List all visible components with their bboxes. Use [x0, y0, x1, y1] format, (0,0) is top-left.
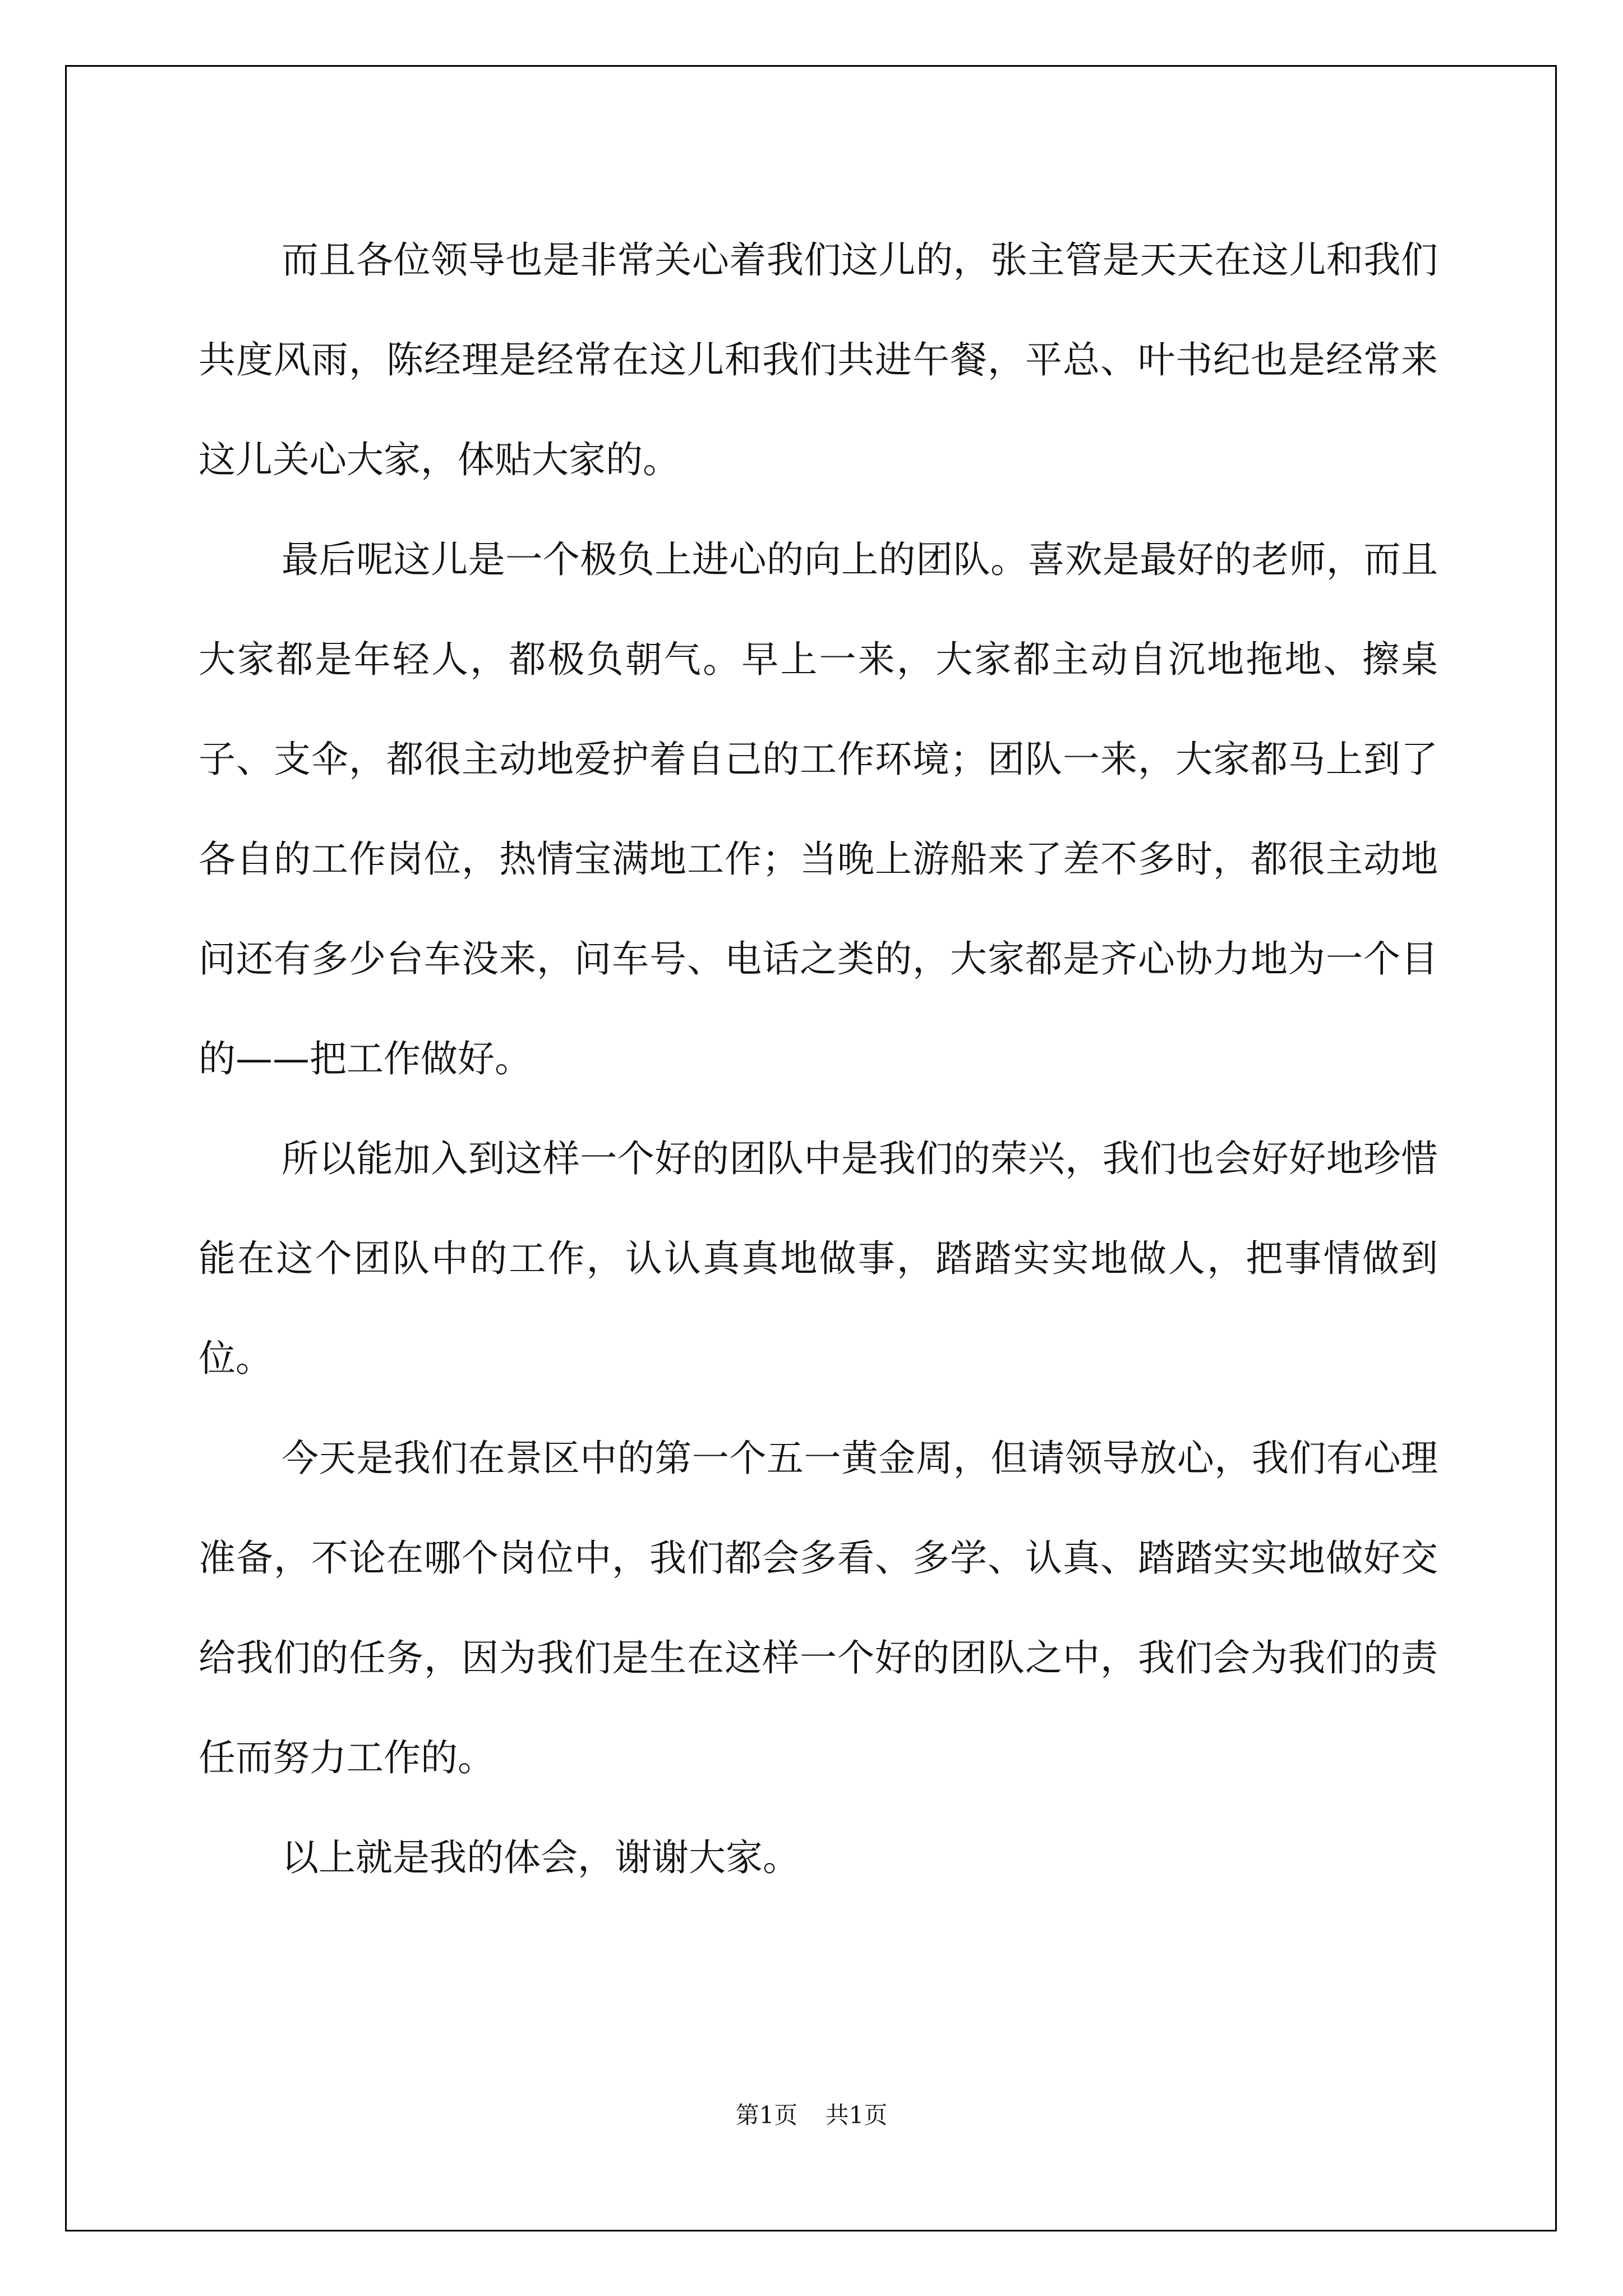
page-footer	[0, 2097, 1623, 2131]
paragraph: 所以能加入到这样一个好的团队中是我们的荣兴，我们也会好好地珍惜能在这个团队中的工作，认认真真地做事，踏踏实实地做人，把事情做到位。	[199, 1137, 1438, 1380]
page-total: 共1页	[825, 2101, 888, 2129]
document-body	[199, 210, 1438, 1908]
paragraph: 以上就是我的体会，谢谢大家。	[282, 1836, 800, 1879]
paragraph: 最后呢这儿是一个极负上进心的向上的团队。喜欢是最好的老师，而且大家都是年轻人，都极负朝气。早上一来，大家都主动自沉地拖地、擦桌子、支伞，都很主动地爱护着自己的工作环境；团队一来，大家都马上到了各自的工作岗位，热情宝满地工作；当晚上游船来了差不多时，都很主动地问还有多少台车没来，问车号、电话之类的，大家都是齐心协力地为一个目的——把工作做好。	[199, 538, 1438, 1080]
paragraph: 而且各位领导也是非常关心着我们这儿的，张主管是天天在这儿和我们共度风雨，陈经理是经常在这儿和我们共进午餐，平总、叶书纪也是经常来这儿关心大家，体贴大家的。	[199, 238, 1438, 481]
paragraph: 今天是我们在景区中的第一个五一黄金周，但请领导放心，我们有心理准备，不论在哪个岗位中，我们都会多看、多学、认真、踏踏实实地做好交给我们的任务，因为我们是生在这样一个好的团队之中，我们会为我们的责任而努力工作的。	[199, 1437, 1438, 1779]
page-number: 第1页	[735, 2101, 798, 2129]
